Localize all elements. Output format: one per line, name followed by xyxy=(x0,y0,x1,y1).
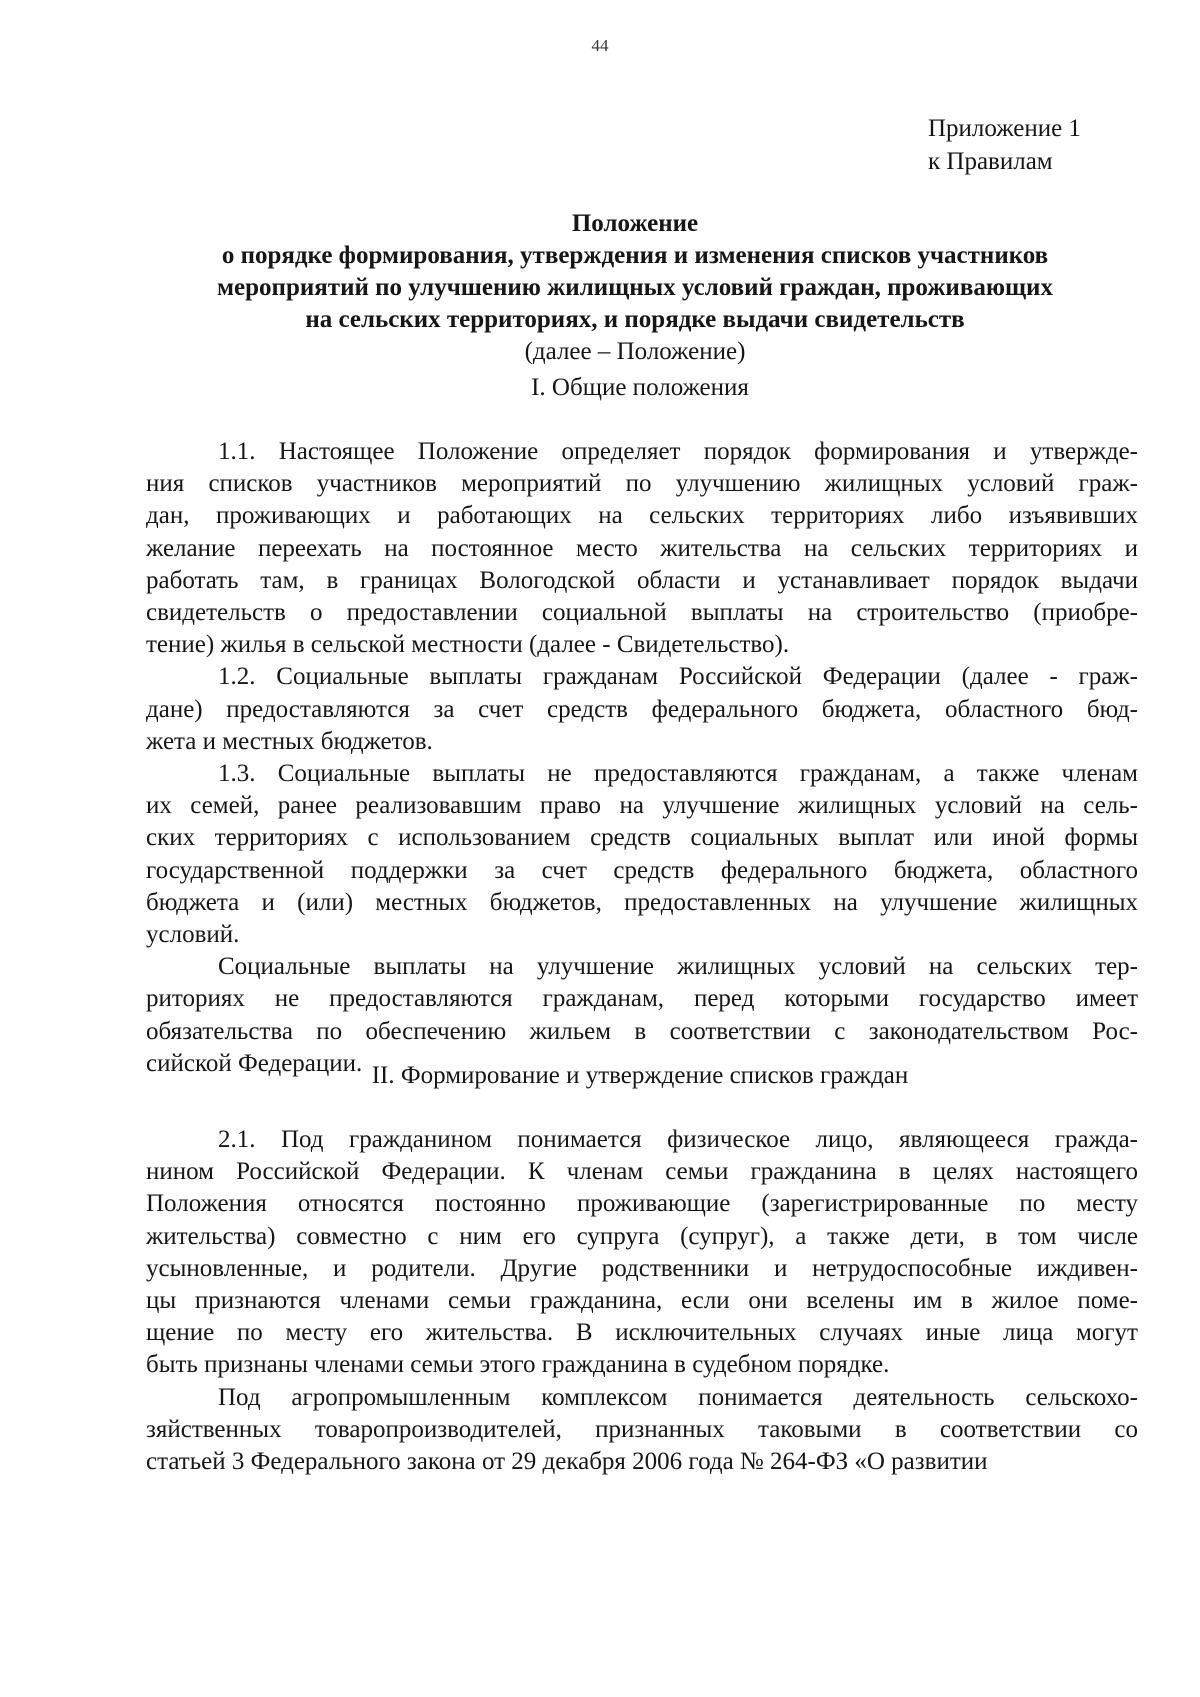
text-line: 1.1. Настоящее Положение определяет порядок формирования и утвержде- xyxy=(218,438,1138,465)
title-subtitle: (далее – Положение) xyxy=(524,338,746,365)
text-line: нином Российской Федерации. К членам семьи гражданина в целях настоящего xyxy=(146,1158,1138,1186)
text-line: Социальные выплаты на улучшение жилищных условий на сельских тер- xyxy=(218,953,1138,981)
appendix-line-2: к Правилам xyxy=(928,148,1053,175)
title-line-2: о порядке формирования, утверждения и изменения списков участников xyxy=(221,242,1049,269)
page-number: 44 xyxy=(591,36,609,55)
appendix-line-1: Приложение 1 xyxy=(928,115,1081,142)
text-line: зяйственных товаропроизводителей, признанных таковыми в соответствии со xyxy=(146,1415,1138,1443)
text-line: ния списков участников мероприятий по улучшению жилищных условий граж- xyxy=(146,470,1138,498)
appendix-reference xyxy=(928,112,1081,178)
section-2-heading: II. Формирование и утверждение списков граждан xyxy=(371,1062,909,1089)
section-1-heading: I. Общие положения xyxy=(531,374,749,401)
text-line: усыновленные, и родители. Другие родственники и нетрудоспособные иждивен- xyxy=(146,1254,1138,1282)
section-1-body xyxy=(146,436,1138,1080)
paragraph-2-1 xyxy=(146,1124,1138,1382)
paragraph-1-2 xyxy=(146,661,1138,758)
text-line: быть признаны членами семьи этого гражданина в судебном порядке. xyxy=(146,1351,890,1379)
text-line: государственной поддержки за счет средств федерального бюджета, областного xyxy=(146,856,1138,884)
text-line: обязательства по обеспечению жильем в соответствии с законодательством Рос- xyxy=(146,1017,1138,1045)
text-line: ских территориях с использованием средств социальных выплат или иной формы xyxy=(146,824,1138,852)
text-line: статьей 3 Федерального закона от 29 декабря 2006 года № 264-ФЗ «О развитии xyxy=(146,1448,988,1476)
text-line: Положения относятся постоянно проживающие (зарегистрированные по месту xyxy=(146,1190,1138,1218)
text-line: Под агропромышленным комплексом понимается деятельность сельскохо- xyxy=(218,1383,1138,1411)
text-line: их семей, ранее реализовавшим право на улучшение жилищных условий на сель- xyxy=(146,792,1138,820)
text-line: сийской Федерации. xyxy=(146,1049,363,1077)
text-line: жительства) совместно с ним его супруга (супруг), а также дети, в том числе xyxy=(146,1222,1138,1250)
paragraph-2-1-continued xyxy=(146,1382,1138,1479)
text-line: дан, проживающих и работающих на сельских территориях либо изъявивших xyxy=(146,502,1138,530)
title-line-1: Положение xyxy=(571,210,699,237)
title-line-3: мероприятий по улучшению жилищных условий граждан, проживающих xyxy=(217,274,1053,301)
text-line: тение) жилья в сельской местности (далее - Свидетельство). xyxy=(146,631,790,659)
text-line: условий. xyxy=(146,921,240,949)
text-line: работать там, в границах Вологодской области и устанавливает порядок выдачи xyxy=(146,566,1138,594)
text-line: бюджета и (или) местных бюджетов, предоставленных на улучшение жилищных xyxy=(146,888,1138,916)
text-line: дане) предоставляются за счет средств федерального бюджета, областного бюд- xyxy=(146,695,1138,723)
text-line: жета и местных бюджетов. xyxy=(146,727,433,755)
text-line: щение по месту его жительства. В исключительных случаях иные лица могут xyxy=(146,1319,1138,1347)
text-line: 1.3. Социальные выплаты не предоставляются гражданам, а также членам xyxy=(218,760,1138,788)
text-line: 1.2. Социальные выплаты гражданам Российской Федерации (далее - граж- xyxy=(218,663,1138,691)
text-line: риториях не предоставляются гражданам, перед которыми государство имеет xyxy=(146,985,1138,1013)
text-line: желание переехать на постоянное место жительства на сельских территориях и xyxy=(146,534,1138,562)
text-line: 2.1. Под гражданином понимается физическое лицо, являющееся гражда- xyxy=(218,1126,1138,1153)
paragraph-1-1 xyxy=(146,436,1138,661)
title-line-4: на сельских территориях, и порядке выдачи свидетельств xyxy=(305,306,965,333)
text-line: цы признаются членами семьи гражданина, если они вселены им в жилое поме- xyxy=(146,1287,1138,1315)
paragraph-1-3 xyxy=(146,758,1138,951)
text-line: свидетельств о предоставлении социальной выплаты на строительство (приобре- xyxy=(146,599,1138,627)
section-2-body xyxy=(146,1124,1138,1478)
document-title xyxy=(140,208,1130,368)
